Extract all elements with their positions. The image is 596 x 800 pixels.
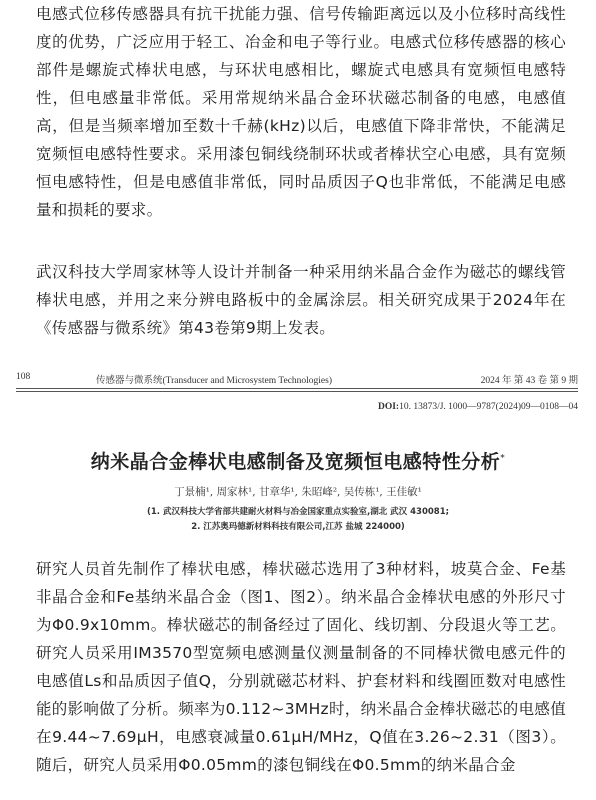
title-footnote-mark: *	[500, 453, 506, 464]
journal-name: 传感器与微系统(Transducer and Microsystem Technologies)	[96, 376, 333, 386]
page-number: 108	[16, 372, 31, 382]
paper-authors: 丁景楠¹, 周家林¹, 甘章华¹, 朱昭峰², 吴传栋¹, 王佳敏¹	[174, 486, 422, 498]
article-paragraph-1: 电感式位移传感器具有抗干扰能力强、信号传输距离远以及小位移时高线性度的优势，广泛应用于轻工、冶金和电子等行业。电感式位移传感器的核心部件是螺旋式棒状电感，与环状电感相比，螺旋式电感具有宽频恒电感特性，但电感量非常低。采用常规纳米晶合金环状磁芯制备的电感，电感值高，但是当频率增加至数十千赫(kHz)以后，电感值下降非常快，不能满足宽频恒电感特性要求。采用漆包铜线绕制环状或者棒状空心电感，具有宽频恒电感特性，但是电感值非常低，同时品质因子Q也非常低，不能满足电感量和损耗的要求。	[36, 5, 566, 219]
header-rule-thin	[16, 391, 578, 392]
doi-value: 10. 13873/J. 1000—9787(2024)09—0108—04	[399, 402, 578, 412]
doi-label: DOI:	[377, 402, 400, 412]
affiliation-1: (1. 武汉科技大学省部共建耐火材料与冶金国家重点实验室,湖北 武汉 430081;	[146, 507, 450, 517]
article-paragraph-3: 研究人员首先制作了棒状电感，棒状磁芯选用了3种材料，坡莫合金、Fe基非晶合金和Fe基纳米晶合金（图1、图2）。纳米晶合金棒状电感的外形尺寸为Φ0.9x10mm。棒状磁芯的制备经过了固化、线切割、分段退火等工艺。研究人员采用IM3570型宽频电感测量仪测量制备的不同棒状微电感元件的电感值Ls和品质因子值Q，分别就磁芯材料、护套材料和线圈匝数对电感性能的影响做了分析。频率为0.112~3MHz时，纳米晶合金棒状磁芯的电感值在9.44~7.69μH，电感衰减量0.61μH/MHz，Q值在3.26~2.31（图3）。随后，研究人员采用Φ0.05mm的漆包铜线在Φ0.5mm的纳米晶合金	[36, 560, 566, 774]
doi-line	[378, 402, 578, 412]
paper-running-header	[16, 368, 578, 386]
affiliation-2: 2. 江苏奥玛德新材料科技有限公司,江苏 盐城 224000)	[191, 522, 405, 532]
header-rule	[16, 388, 578, 389]
article-paragraph-2: 武汉科技大学周家林等人设计并制备一种采用纳米晶合金作为磁芯的螺线管棒状电感，并用之来分辨电路板中的金属涂层。相关研究成果于2024年在《传感器与微系统》第43卷第9期上发表。	[36, 263, 566, 337]
issue-info: 2024 年 第 43 卷 第 9 期	[480, 376, 578, 386]
paper-title-text: 纳米晶合金棒状电感制备及宽频恒电感特性分析	[90, 451, 501, 473]
paper-title	[0, 447, 596, 474]
